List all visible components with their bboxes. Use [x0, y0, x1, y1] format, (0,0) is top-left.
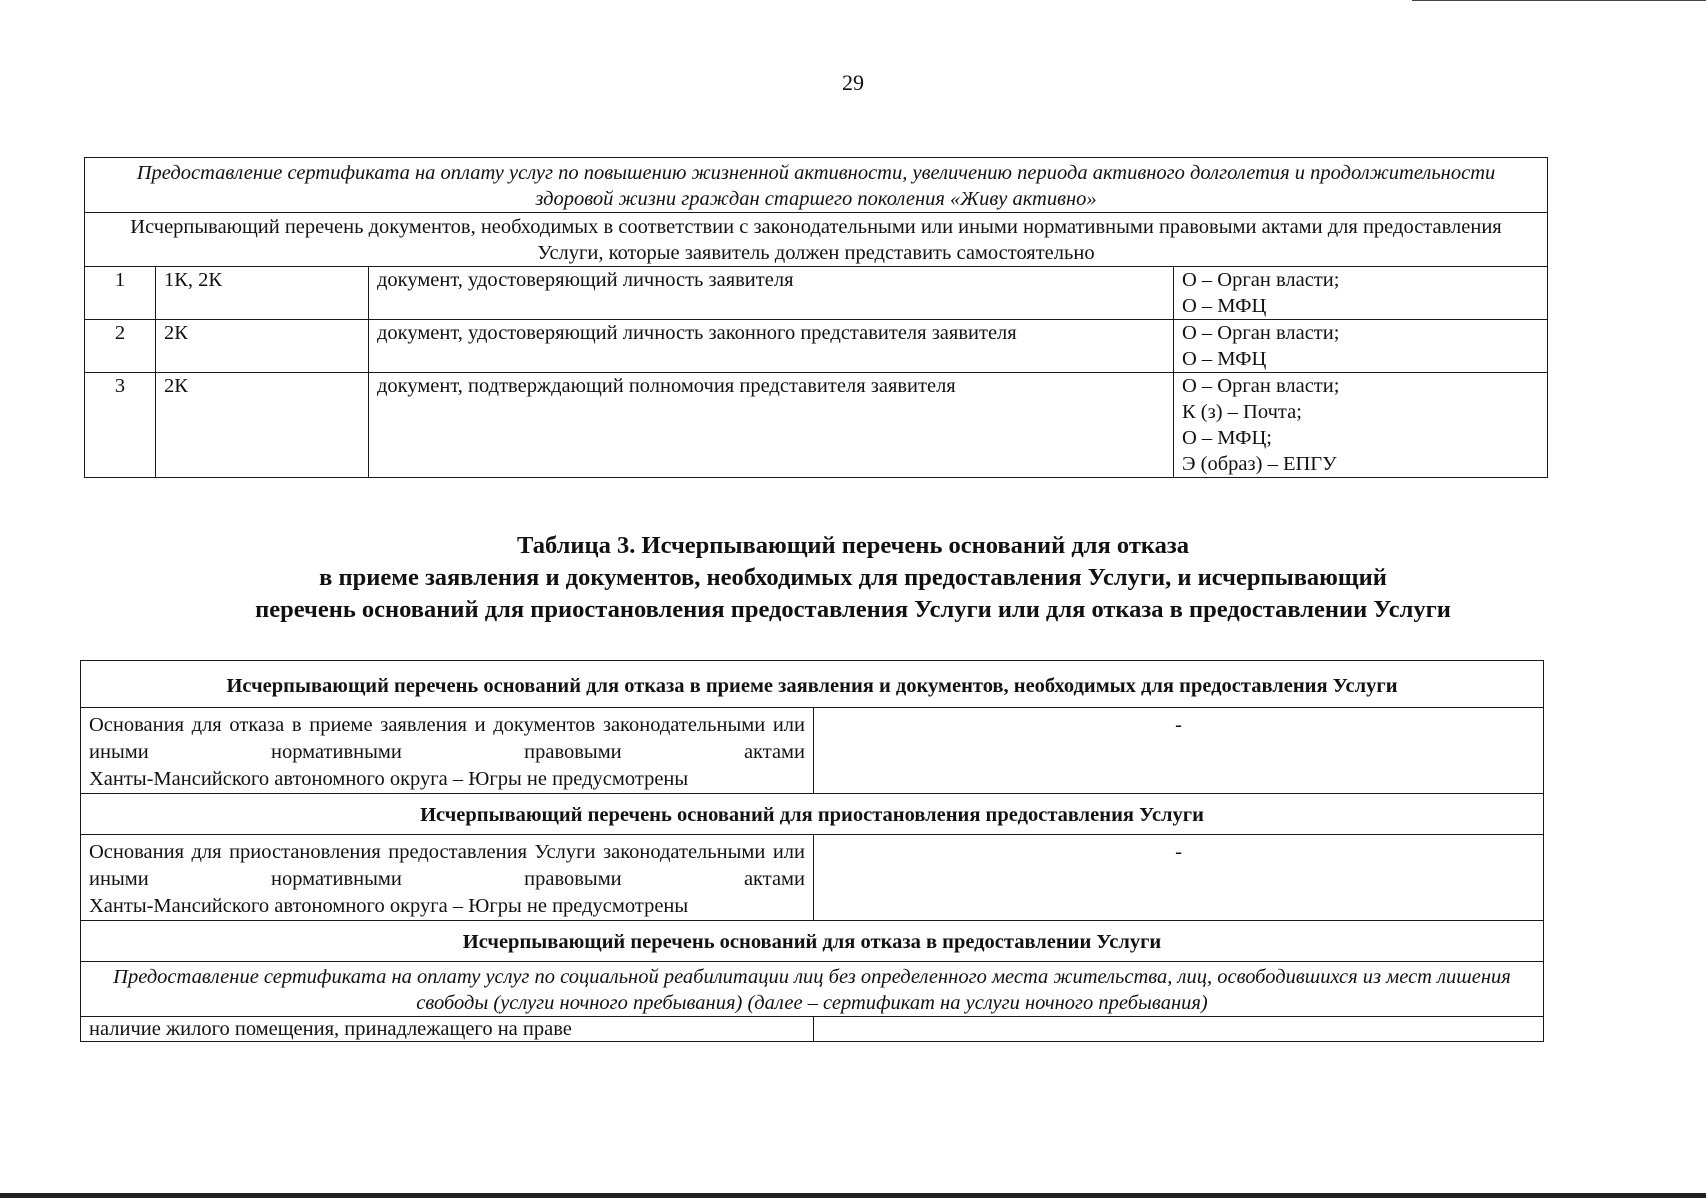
table-row — [81, 794, 1544, 835]
page-number: 29 — [842, 70, 864, 95]
table-row — [81, 1017, 1544, 1042]
applicant-code: 2К — [156, 373, 369, 478]
row-number: 1 — [85, 267, 156, 320]
table-row — [85, 213, 1548, 267]
submission-way: О – МФЦ — [1182, 295, 1267, 317]
document-name: документ, подтверждающий полномочия представителя заявителя — [369, 373, 1174, 478]
submission-ways — [1174, 373, 1548, 478]
documents-list-header: Исчерпывающий перечень документов, необходимых в соответствии с законодательными или иными нормативными правовыми актами для предоставления Услуги, которые заявитель должен представить самостоятельно — [85, 213, 1548, 267]
section-header-service-refusal: Исчерпывающий перечень оснований для отказа в предоставлении Услуги — [81, 921, 1544, 962]
scan-edge-top — [1412, 0, 1706, 1]
section-header-reception-refusal: Исчерпывающий перечень оснований для отказа в приеме заявления и документов, необходимых для предоставления Услуги — [81, 661, 1544, 708]
applicant-code: 1К, 2К — [156, 267, 369, 320]
service-header: Предоставление сертификата на оплату услуг по социальной реабилитации лиц без определенного места жительства, лиц, освободившихся из мест лишения свободы (услуги ночного пребывания) (далее – сертификат на услуги ночного пребывания) — [81, 962, 1544, 1017]
grounds-text-tail: Ханты-Мансийского автономного округа – Югры не предусмотрены — [89, 768, 689, 790]
grounds-value — [814, 1017, 1544, 1042]
submission-way: О – МФЦ; — [1182, 427, 1272, 449]
submission-way: О – Орган власти; — [1182, 322, 1340, 344]
grounds-text-main: Основания для приостановления предоставления Услуги законодательными или иными нормативными правовыми актами — [89, 841, 805, 890]
submission-ways — [1174, 320, 1548, 373]
submission-way: О – Орган власти; — [1182, 375, 1340, 397]
scan-edge-bottom — [0, 1193, 1706, 1198]
section-header-suspension: Исчерпывающий перечень оснований для приостановления предоставления Услуги — [81, 794, 1544, 835]
table-row — [81, 921, 1544, 962]
document-name: документ, удостоверяющий личность заявителя — [369, 267, 1174, 320]
grounds-text: наличие жилого помещения, принадлежащего на праве — [81, 1017, 814, 1042]
table-3-title — [150, 530, 1556, 626]
refusal-grounds-table — [80, 660, 1544, 1042]
grounds-text — [81, 708, 814, 794]
submission-way: Э (образ) – ЕПГУ — [1182, 453, 1337, 475]
grounds-value: - — [814, 708, 1544, 794]
submission-way: О – МФЦ — [1182, 348, 1267, 370]
submission-way: К (з) – Почта; — [1182, 401, 1302, 423]
table-row — [85, 267, 1548, 320]
table-row — [81, 835, 1544, 921]
title-line: перечень оснований для приостановления предоставления Услуги или для отказа в предоставлении Услуги — [255, 596, 1451, 623]
table-row — [85, 373, 1548, 478]
submission-ways — [1174, 267, 1548, 320]
grounds-text — [81, 835, 814, 921]
grounds-value: - — [814, 835, 1544, 921]
table-row — [85, 320, 1548, 373]
document-name: документ, удостоверяющий личность законного представителя заявителя — [369, 320, 1174, 373]
table-row — [81, 962, 1544, 1017]
table-row — [81, 708, 1544, 794]
title-line: в приеме заявления и документов, необходимых для предоставления Услуги, и исчерпывающий — [319, 564, 1387, 591]
documents-table — [84, 157, 1548, 478]
table-row — [85, 158, 1548, 213]
table-row — [81, 661, 1544, 708]
row-number: 2 — [85, 320, 156, 373]
submission-way: О – Орган власти; — [1182, 269, 1340, 291]
applicant-code: 2К — [156, 320, 369, 373]
grounds-text-main: Основания для отказа в приеме заявления и документов законодательными или иными нормативными правовыми актами — [89, 714, 805, 763]
row-number: 3 — [85, 373, 156, 478]
service-header: Предоставление сертификата на оплату услуг по повышению жизненной активности, увеличению периода активного долголетия и продолжительности здоровой жизни граждан старшего поколения «Живу активно» — [85, 158, 1548, 213]
title-line: Таблица 3. Исчерпывающий перечень оснований для отказа — [517, 532, 1189, 559]
grounds-text-tail: Ханты-Мансийского автономного округа – Югры не предусмотрены — [89, 895, 689, 917]
